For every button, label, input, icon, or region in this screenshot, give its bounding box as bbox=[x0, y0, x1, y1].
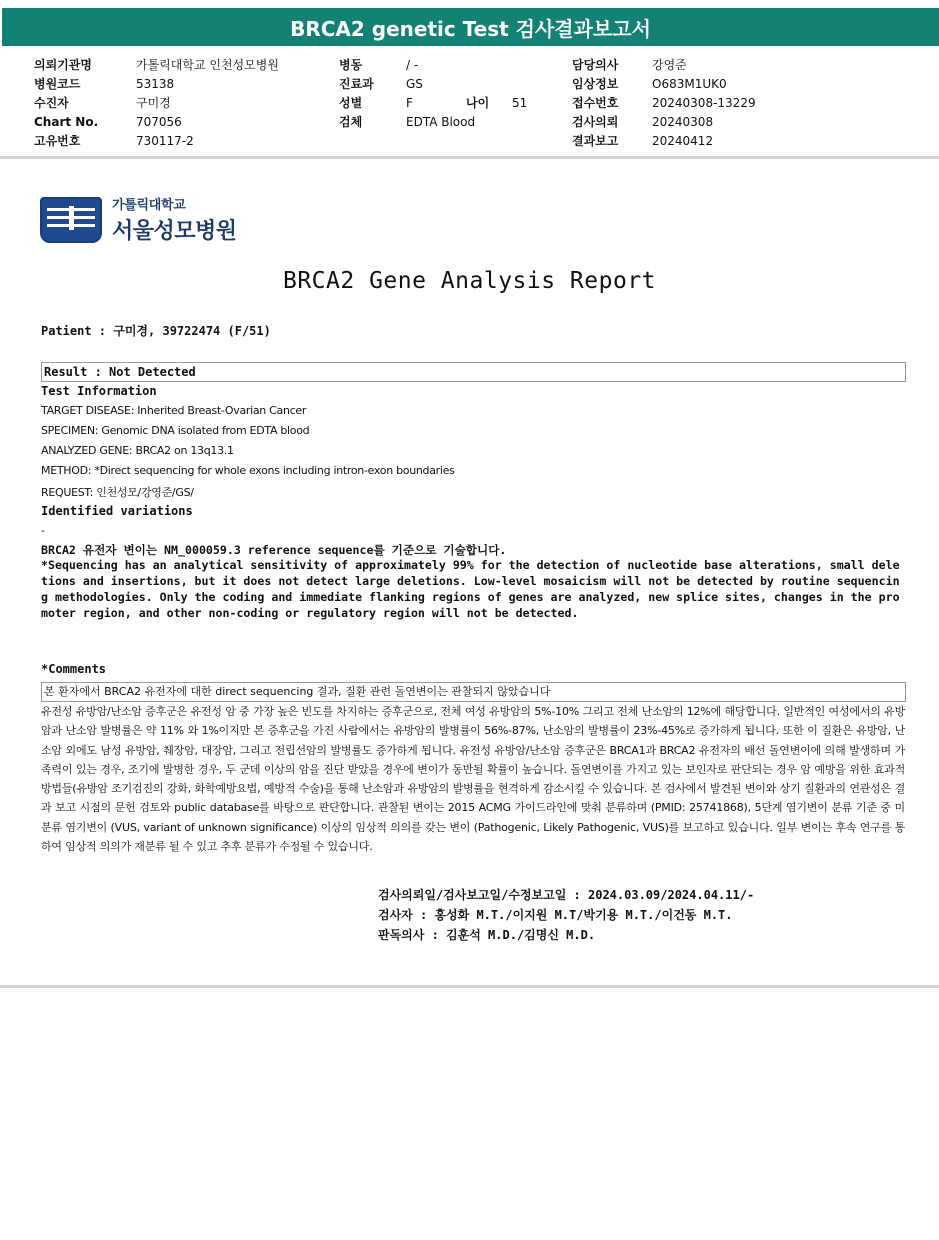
variations-value: - bbox=[41, 524, 45, 537]
footer-divider bbox=[0, 985, 939, 988]
label-doctor: 담당의사 bbox=[572, 58, 619, 72]
info-method: METHOD: *Direct sequencing for whole exons including intron-exon boundaries bbox=[41, 464, 455, 477]
signature-dates: 검사의뢰일/검사보고일/수정보고일 : 2024.03.09/2024.04.11/- bbox=[378, 888, 755, 902]
label-institution: 의뢰기관명 bbox=[34, 58, 92, 72]
label-specimen: 검체 bbox=[339, 115, 363, 129]
variations-heading: Identified variations bbox=[41, 504, 193, 518]
label-sex: 성별 bbox=[339, 96, 363, 110]
label-request-date: 검사의뢰 bbox=[572, 115, 619, 129]
header-column-2 bbox=[339, 56, 527, 132]
label-unique-id: 고유번호 bbox=[34, 134, 81, 148]
label-department: 진료과 bbox=[339, 77, 374, 91]
value-doctor: 강영준 bbox=[652, 58, 687, 72]
value-receipt-no: 20240308-13229 bbox=[652, 96, 756, 110]
label-report-date: 결과보고 bbox=[572, 134, 619, 148]
reference-note: BRCA2 유전자 변이는 NM_000059.3 reference sequence를 기준으로 기술합니다. bbox=[41, 543, 507, 557]
value-clinical-info: O683M1UK0 bbox=[652, 77, 727, 91]
comment-summary-box: 본 환자에서 BRCA2 유전자에 대한 direct sequencing 결과, 질환 관련 돌연변이는 관찰되지 않았습니다 bbox=[41, 682, 906, 702]
logo-university-name: 가톨릭대학교 bbox=[112, 198, 186, 213]
logo-hospital-name: 서울성모병원 bbox=[112, 219, 237, 244]
info-specimen: SPECIMEN: Genomic DNA isolated from EDTA blood bbox=[41, 424, 310, 437]
value-institution: 가톨릭대학교 인천성모병원 bbox=[136, 58, 279, 72]
value-sex: F bbox=[406, 96, 413, 110]
report-title-bar: BRCA2 genetic Test 검사결과보고서 bbox=[2, 8, 939, 46]
info-target-disease: TARGET DISEASE: Inherited Breast-Ovarian Cancer bbox=[41, 404, 307, 417]
signature-testers: 검사자 : 홍성화 M.T./이지원 M.T/박기용 M.T./이건동 M.T. bbox=[378, 908, 733, 922]
hospital-logo bbox=[40, 194, 237, 245]
value-ward: / - bbox=[406, 58, 419, 72]
value-age: 51 bbox=[512, 96, 528, 110]
value-report-date: 20240412 bbox=[652, 134, 714, 148]
label-clinical-info: 임상정보 bbox=[572, 77, 619, 91]
label-age: 나이 bbox=[466, 96, 490, 110]
report-title: BRCA2 Gene Analysis Report bbox=[282, 268, 657, 294]
header-column-1 bbox=[34, 56, 279, 151]
label-ward: 병동 bbox=[339, 58, 363, 72]
label-receipt-no: 접수번호 bbox=[572, 96, 619, 110]
info-request: REQUEST: 인천성모/강영준/GS/ bbox=[41, 486, 194, 499]
value-chart-no: 707056 bbox=[136, 115, 182, 129]
sensitivity-note: *Sequencing has an analytical sensitivity of approximately 99% for the detection of nucleotide base alterations, small deletions and insertions, but it does not detect large deletions. Low-level mosaicism will not be detected by routine sequencing methodologies. Only the coding and immediate flanking regions of genes are analyzed, new splice sites, changes in the promoter region, and other non-coding or regulatory region will not be detected. bbox=[41, 558, 900, 620]
signature-doctors: 판독의사 : 김훈석 M.D./김명신 M.D. bbox=[378, 928, 596, 942]
label-chart-no: Chart No. bbox=[34, 115, 99, 129]
header-divider bbox=[0, 156, 939, 159]
label-patient-name: 수진자 bbox=[34, 96, 69, 110]
value-request-date: 20240308 bbox=[652, 115, 714, 129]
value-hospital-code: 53138 bbox=[136, 77, 175, 91]
value-department: GS bbox=[406, 77, 423, 91]
value-specimen: EDTA Blood bbox=[406, 115, 476, 129]
comments-heading: *Comments bbox=[41, 662, 107, 676]
hospital-emblem-icon bbox=[40, 197, 102, 243]
patient-line: Patient : 구미경, 39722474 (F/51) bbox=[41, 324, 271, 338]
test-info-heading: Test Information bbox=[41, 384, 157, 398]
value-unique-id: 730117-2 bbox=[136, 134, 194, 148]
comment-body: 유전성 유방암/난소암 증후군은 유전성 암 중 가장 높은 빈도를 차지하는 증후군으로, 전체 여성 유방암의 5%-10% 그리고 전체 난소암의 12%에 해당합니다. 일반적인 여성에서의 유방암과 난소암 발병률은 약 11% 와 1%이지만 본 증후군을 가진 사람에서는 유방암의 발병률이 56%-87%, 난소암의 발병률이 23%-45%로 증가하게 됩니다. 또한 이 질환은 유방암, 난소암 외에도 남성 유방암, 췌장암, 대장암, 그리고 전립선암의 발병률도 증가하게 됩니다. 유전성 유방암/난소암 증후군은 BRCA1과 BRCA2 유전자의 배선 돌연변이에 의해 발생하며 가족력이 있는 경우, 조기에 발병한 경우, 두 군데 이상의 암을 진단 받았을 경우에 변이가 동반될 확률이 높습니다. 돌연변이를 가지고 있는 보인자로 판단되는 경우 암 예방을 위한 효과적 방법들(유방암 조기검진의 강화, 화학예방요법, 예방적 수술)을 통해 난소암과 유방암의 발병률을 현격하게 감소시킬 수 있습니다. 본 검사에서 발견된 변이와 상기 질환과의 연관성은 결과 보고 시점의 문헌 검토와 public database를 바탕으로 판단합니다. 관찰된 변이는 2015 ACMG 가이드라인에 맞춰 분류하며 (PMID: 25741868), 5단계 염기변이 분류 기준 중 미분류 염기변이 (VUS, variant of unknown significance) 이상의 임상적 의의를 갖는 변이 (Pathogenic, Likely Pathogenic, VUS)를 보고하고 있습니다. 일부 변이는 후속 연구를 통하여 임상적 의의가 재분류 될 수 있고 추후 분류가 수정될 수 있습니다. bbox=[41, 705, 905, 854]
label-hospital-code: 병원코드 bbox=[34, 77, 81, 91]
header-column-3 bbox=[572, 56, 756, 151]
info-analyzed-gene: ANALYZED GENE: BRCA2 on 13q13.1 bbox=[41, 444, 234, 457]
result-box: Result : Not Detected bbox=[41, 362, 906, 382]
value-patient-name: 구미경 bbox=[136, 96, 171, 110]
